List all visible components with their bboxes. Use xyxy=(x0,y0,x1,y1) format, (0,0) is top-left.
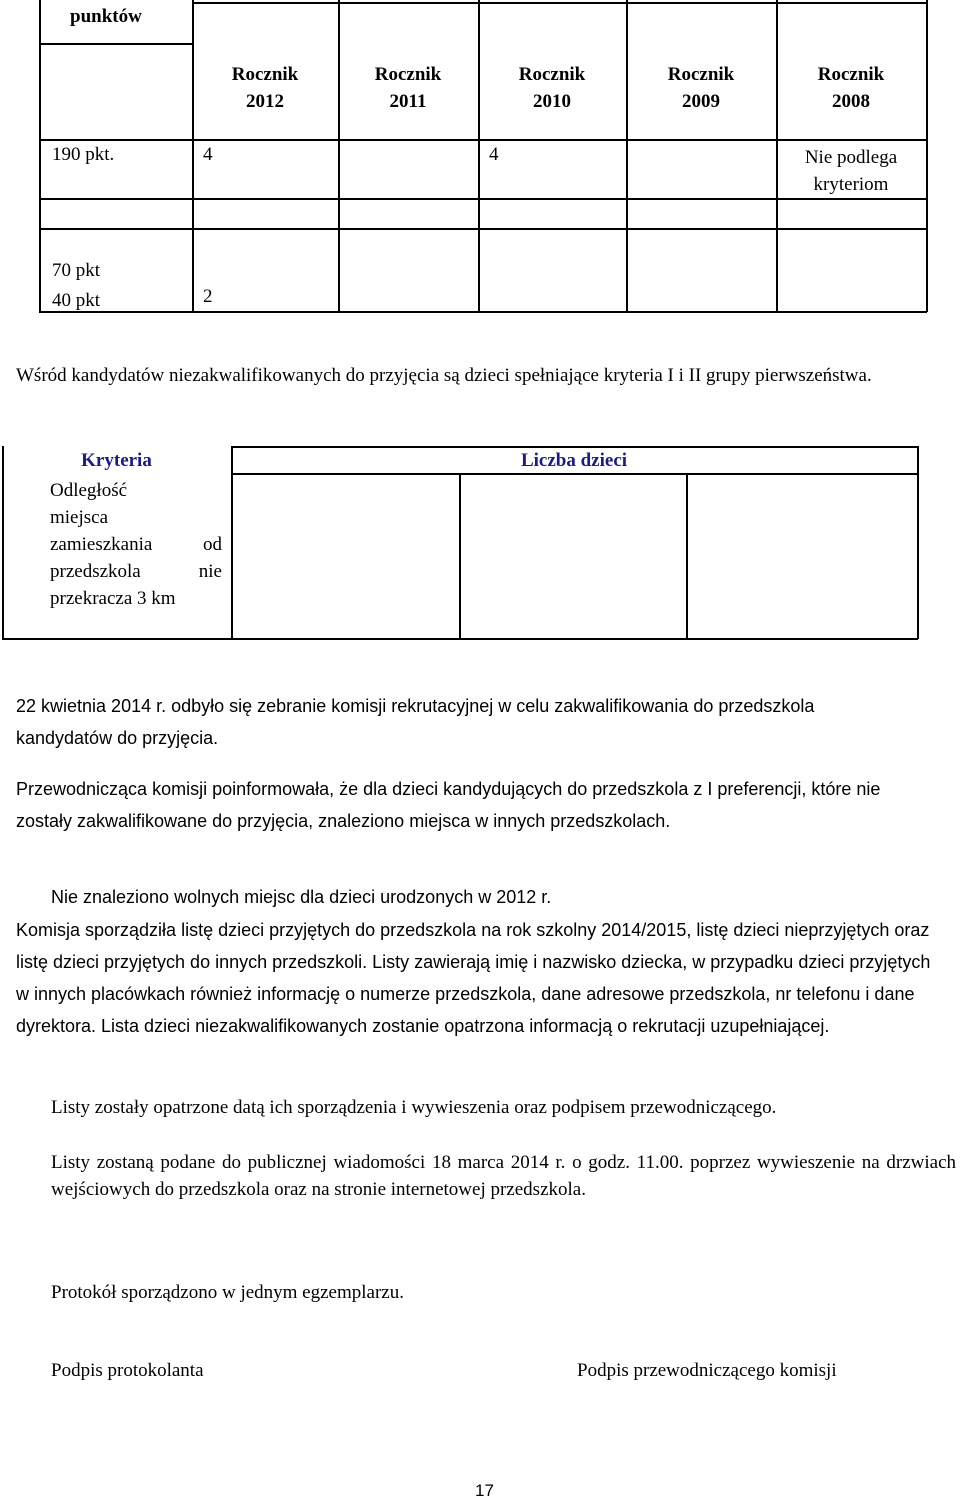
signed-paragraph: Listy zostały opatrzone datą ich sporządzenia i wywieszenia oraz podpisem przewodniczącego. xyxy=(51,1097,777,1118)
year-header-2012: Rocznik 2012 xyxy=(231,64,299,112)
row1-value-2008: Nie podlega kryteriom xyxy=(804,147,898,195)
no-places-paragraph: Nie znaleziono wolnych miejsc dla dzieci urodzonych w 2012 r. xyxy=(51,887,552,907)
signature-chair: Podpis przewodniczącego komisji xyxy=(577,1360,837,1381)
copy-paragraph: Protokół sporządzono w jednym egzemplarzu. xyxy=(51,1282,404,1303)
year-header-2009: Rocznik 2009 xyxy=(667,64,735,112)
row1-value-2010: 4 xyxy=(489,144,499,165)
criteria-header: Kryteria xyxy=(81,450,152,471)
row3-points: 70 pkt 40 pkt xyxy=(52,260,101,311)
year-header-2008: Rocznik 2008 xyxy=(817,64,885,112)
lists-paragraph: Komisja sporządziła listę dzieci przyjętych do przedszkola na rok szkolny 2014/2015, listę dzieci nieprzyjętych oraz listę dzieci przyjętych do innych przedszkoli. Listy zawierają imię i nazwisko dziecka, w przypadku dzieci przyjętych w innych placówkach również informację o numerze przedszkola, dane adresowe przedszkola, nr telefonu i dane dyrektora. Lista dzieci niezakwalifikowanych zostanie opatrzona informacją o rekrutacji uzupełniającej. xyxy=(16,920,931,1036)
criteria-text: Odległość miejsca zamieszkania od przedszkola nie przekracza 3 km xyxy=(50,480,222,609)
year-header-2011: Rocznik 2011 xyxy=(374,64,442,112)
intro-paragraph: Wśród kandydatów niezakwalifikowanych do przyjęcia są dzieci spełniające kryteria I i II grupy pierwszeństwa. xyxy=(16,365,872,386)
meeting-paragraph: 22 kwietnia 2014 r. odbyło się zebranie komisji rekrutacyjnej w celu zakwalifikowania do przedszkola kandydatów do przyjęcia. xyxy=(16,696,815,748)
count-header: Liczba dzieci xyxy=(520,450,628,471)
row1-points: 190 pkt. xyxy=(52,144,115,165)
year-header-2010: Rocznik 2010 xyxy=(518,64,586,112)
header-points: punktów xyxy=(70,6,142,27)
chair-paragraph: Przewodnicząca komisji poinformowała, że dla dzieci kandydujących do przedszkola z I preferencji, które nie zostały zakwalifikowane do przyjęcia, znaleziono miejsca w innych przedszkolach. xyxy=(16,779,881,831)
published-paragraph: Listy zostaną podane do publicznej wiadomości 18 marca 2014 r. o godz. 11.00. poprzez wywieszenie na drzwiach wejściowych do przedszkola oraz na stronie internetowej przedszkola. xyxy=(51,1152,956,1200)
row1-value-2012: 4 xyxy=(203,144,213,165)
signature-recorder: Podpis protokolanta xyxy=(51,1360,204,1381)
row3-value-2012: 2 xyxy=(203,286,213,307)
page-number: 17 xyxy=(475,1481,494,1500)
